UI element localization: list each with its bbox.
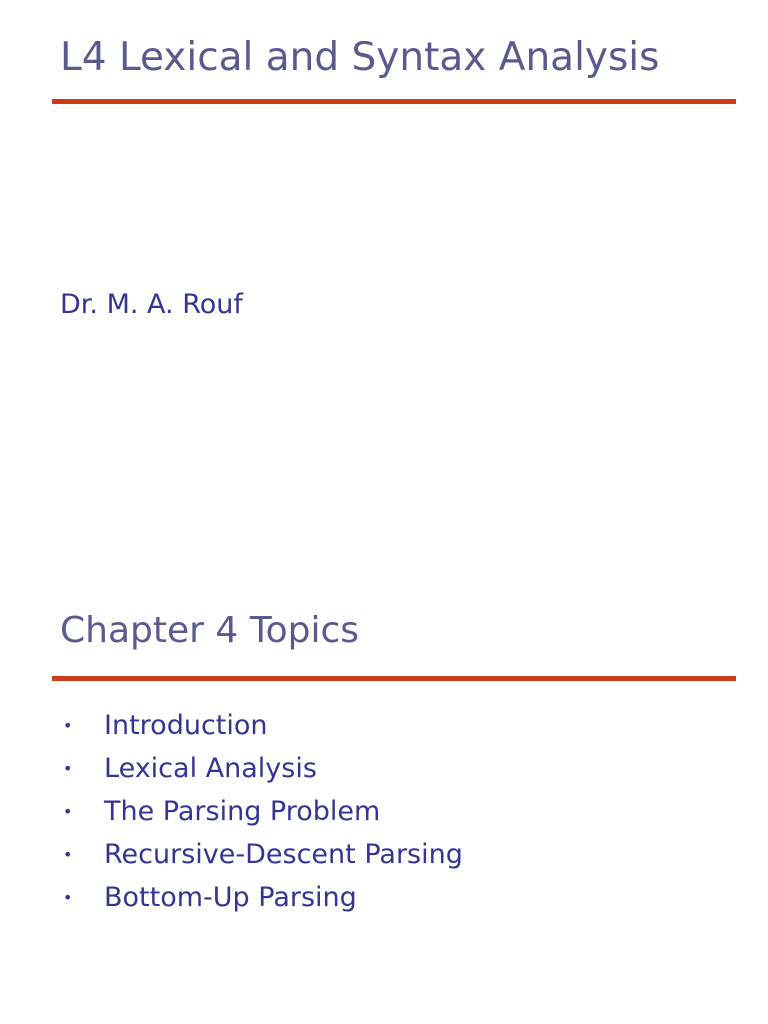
topic-list bbox=[60, 712, 463, 927]
title-divider bbox=[52, 676, 736, 681]
bullet-icon: • bbox=[63, 759, 73, 778]
topic-label: Bottom-Up Parsing bbox=[104, 882, 357, 913]
list-item bbox=[60, 841, 463, 884]
list-item bbox=[60, 798, 463, 841]
list-item bbox=[60, 884, 463, 927]
topic-label: The Parsing Problem bbox=[104, 796, 381, 827]
bullet-icon: • bbox=[63, 716, 73, 735]
topic-label: Introduction bbox=[104, 710, 268, 741]
slide-title: L4 Lexical and Syntax Analysis bbox=[60, 35, 660, 80]
topic-label: Recursive-Descent Parsing bbox=[104, 839, 463, 870]
list-item bbox=[60, 755, 463, 798]
author-name: Dr. M. A. Rouf bbox=[60, 289, 243, 320]
slide-title: Chapter 4 Topics bbox=[60, 610, 360, 651]
bullet-icon: • bbox=[63, 845, 73, 864]
list-item bbox=[60, 712, 463, 755]
topic-label: Lexical Analysis bbox=[104, 753, 317, 784]
bullet-icon: • bbox=[63, 888, 73, 907]
topics-slide bbox=[0, 560, 768, 980]
bullet-icon: • bbox=[63, 802, 73, 821]
title-divider bbox=[52, 99, 736, 104]
